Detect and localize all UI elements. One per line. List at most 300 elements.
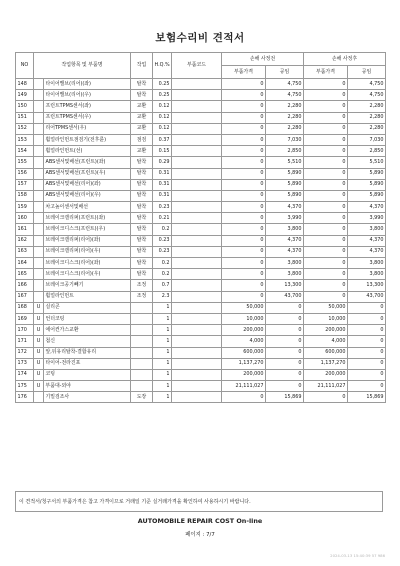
work-type: 탈착 <box>131 157 153 168</box>
row-number: 150 <box>16 101 34 112</box>
before-labor-cost: 5,890 <box>266 179 304 190</box>
before-part-price: 0 <box>222 269 266 280</box>
row-indicator <box>34 235 44 246</box>
work-hours: 0.23 <box>153 246 172 257</box>
part-code <box>172 79 222 90</box>
item-name: 브레이크공기빼기 <box>44 280 131 291</box>
work-type: 탈착 <box>131 235 153 246</box>
before-labor-cost: 4,750 <box>266 79 304 90</box>
part-code <box>172 146 222 157</box>
after-labor-cost: 13,300 <box>348 280 386 291</box>
row-indicator: U <box>34 358 44 369</box>
row-indicator <box>34 392 44 403</box>
row-number: 158 <box>16 190 34 201</box>
work-type: 도장 <box>131 392 153 403</box>
after-part-price: 0 <box>304 258 348 269</box>
part-code <box>172 313 222 324</box>
before-part-price: 0 <box>222 101 266 112</box>
part-code <box>172 112 222 123</box>
work-hours: 0.29 <box>153 157 172 168</box>
work-hours: 0.37 <box>153 134 172 145</box>
item-name: 프런트TPMS센서(좌) <box>44 101 131 112</box>
work-type: 탈착 <box>131 79 153 90</box>
work-type <box>131 347 153 358</box>
row-indicator <box>34 213 44 224</box>
after-labor-cost: 4,750 <box>348 79 386 90</box>
work-hours: 1 <box>153 347 172 358</box>
after-labor-cost: 3,800 <box>348 224 386 235</box>
before-labor-cost: 0 <box>266 369 304 380</box>
item-name: 타이어밸브(리어)(좌) <box>44 79 131 90</box>
table-row <box>16 179 386 190</box>
after-part-price: 0 <box>304 224 348 235</box>
item-name: 부품대-외야 <box>44 381 131 392</box>
part-code <box>172 213 222 224</box>
before-labor-cost: 5,510 <box>266 157 304 168</box>
item-name: 코팅 <box>44 369 131 380</box>
after-part-price: 10,000 <box>304 313 348 324</box>
after-labor-cost: 4,370 <box>348 246 386 257</box>
work-type: 탈착 <box>131 224 153 235</box>
work-type <box>131 313 153 324</box>
row-number: 173 <box>16 358 34 369</box>
table-row <box>16 146 386 157</box>
before-part-price: 200,000 <box>222 325 266 336</box>
row-indicator <box>34 157 44 168</box>
part-code <box>172 101 222 112</box>
before-part-price: 0 <box>222 246 266 257</box>
row-number: 153 <box>16 134 34 145</box>
before-labor-cost: 2,850 <box>266 146 304 157</box>
before-labor-cost: 3,800 <box>266 224 304 235</box>
row-number: 175 <box>16 381 34 392</box>
work-type <box>131 381 153 392</box>
header-no: NO <box>16 53 34 79</box>
footer-title: AUTOMOBILE REPAIR COST On-line <box>137 517 263 525</box>
work-hours: 0.31 <box>153 179 172 190</box>
item-name: 휠얼라인먼트 <box>44 291 131 302</box>
item-name: 프런트TPMS센서(우) <box>44 112 131 123</box>
row-indicator <box>34 79 44 90</box>
document-title: 보험수리비 견적서 <box>155 32 245 44</box>
work-type <box>131 302 153 313</box>
after-part-price: 0 <box>304 202 348 213</box>
after-part-price: 200,000 <box>304 325 348 336</box>
after-labor-cost: 15,869 <box>348 392 386 403</box>
header-hours: H.Q.% <box>153 53 172 79</box>
work-type: 조정 <box>131 280 153 291</box>
row-number: 174 <box>16 369 34 380</box>
row-indicator: U <box>34 347 44 358</box>
before-part-price: 200,000 <box>222 369 266 380</box>
before-part-price: 0 <box>222 123 266 134</box>
table-row <box>16 258 386 269</box>
before-labor-cost: 3,990 <box>266 213 304 224</box>
row-indicator <box>34 280 44 291</box>
after-labor-cost: 5,510 <box>348 157 386 168</box>
item-name: 리어TPMS센서(우) <box>44 123 131 134</box>
row-number: 162 <box>16 235 34 246</box>
part-code <box>172 179 222 190</box>
part-code <box>172 90 222 101</box>
work-hours: 0.23 <box>153 235 172 246</box>
row-number: 172 <box>16 347 34 358</box>
before-part-price: 0 <box>222 280 266 291</box>
work-type: 탈착 <box>131 202 153 213</box>
header-before-adjustment: 손해 사정전 <box>222 53 304 66</box>
row-number: 166 <box>16 280 34 291</box>
header-after-part-price: 부품가격 <box>304 66 348 79</box>
table-row <box>16 347 386 358</box>
after-part-price: 0 <box>304 235 348 246</box>
item-name: 브레이크디스크(프런트)(우) <box>44 224 131 235</box>
after-part-price: 0 <box>304 146 348 157</box>
before-part-price: 0 <box>222 258 266 269</box>
row-indicator <box>34 146 44 157</box>
print-timestamp: 2024-03-13 15:40:39 57 986 <box>330 553 385 558</box>
before-part-price: 50,000 <box>222 302 266 313</box>
work-type: 탈착 <box>131 168 153 179</box>
after-part-price: 0 <box>304 291 348 302</box>
item-name: 에어컨가스교환 <box>44 325 131 336</box>
table-row <box>16 381 386 392</box>
after-labor-cost: 0 <box>348 347 386 358</box>
table-row <box>16 213 386 224</box>
header-part-code: 부품코드 <box>172 53 222 79</box>
before-labor-cost: 0 <box>266 336 304 347</box>
after-labor-cost: 4,750 <box>348 90 386 101</box>
after-labor-cost: 3,800 <box>348 258 386 269</box>
item-name: 실리콘 <box>44 302 131 313</box>
work-type: 점검 <box>131 134 153 145</box>
before-part-price: 0 <box>222 179 266 190</box>
row-indicator <box>34 291 44 302</box>
before-labor-cost: 5,890 <box>266 190 304 201</box>
part-code <box>172 134 222 145</box>
item-name: ABS센서및배선(리어)(우) <box>44 190 131 201</box>
after-part-price: 0 <box>304 269 348 280</box>
item-name: ABS센서및배선(프런트)(좌) <box>44 157 131 168</box>
row-number: 163 <box>16 246 34 257</box>
after-labor-cost: 0 <box>348 336 386 347</box>
table-row <box>16 336 386 347</box>
after-part-price: 50,000 <box>304 302 348 313</box>
table-row <box>16 291 386 302</box>
item-name: ABS센서및배선(리어)(좌) <box>44 179 131 190</box>
table-row <box>16 325 386 336</box>
after-part-price: 0 <box>304 101 348 112</box>
after-part-price: 0 <box>304 179 348 190</box>
row-indicator: U <box>34 302 44 313</box>
row-number: 151 <box>16 112 34 123</box>
table-row <box>16 79 386 90</box>
after-labor-cost: 7,030 <box>348 134 386 145</box>
row-indicator <box>34 202 44 213</box>
estimate-table-body <box>16 79 386 403</box>
work-type <box>131 358 153 369</box>
header-before-part-price: 부품가격 <box>222 66 266 79</box>
before-labor-cost: 5,890 <box>266 168 304 179</box>
part-code <box>172 280 222 291</box>
after-labor-cost: 4,370 <box>348 235 386 246</box>
work-hours: 0.2 <box>153 224 172 235</box>
row-indicator <box>34 246 44 257</box>
after-part-price: 0 <box>304 280 348 291</box>
before-part-price: 0 <box>222 213 266 224</box>
price-disclaimer-note: 이 견적서/청구서의 부품가격은 참고 가격이므로 거래일 기준 실거래가격을 확인하여 사용하시기 바랍니다. <box>15 491 383 512</box>
after-part-price: 0 <box>304 79 348 90</box>
row-number: 160 <box>16 213 34 224</box>
row-number: 148 <box>16 79 34 90</box>
before-labor-cost: 0 <box>266 381 304 392</box>
item-name: ABS센서및배선(프런트)(우) <box>44 168 131 179</box>
estimate-table <box>15 52 386 403</box>
work-type: 교환 <box>131 101 153 112</box>
before-part-price: 0 <box>222 168 266 179</box>
row-indicator: U <box>34 369 44 380</box>
work-hours: 1 <box>153 325 172 336</box>
part-code <box>172 291 222 302</box>
row-indicator <box>34 190 44 201</box>
work-type: 교환 <box>131 146 153 157</box>
after-part-price: 0 <box>304 157 348 168</box>
work-hours: 0.2 <box>153 258 172 269</box>
before-labor-cost: 2,280 <box>266 112 304 123</box>
item-name: 휠얼라인먼트(선) <box>44 146 131 157</box>
row-number: 155 <box>16 157 34 168</box>
table-row <box>16 123 386 134</box>
after-part-price: 0 <box>304 134 348 145</box>
before-part-price: 0 <box>222 224 266 235</box>
work-hours: 0.31 <box>153 168 172 179</box>
header-before-labor: 공임 <box>266 66 304 79</box>
part-code <box>172 157 222 168</box>
work-type <box>131 325 153 336</box>
after-labor-cost: 0 <box>348 358 386 369</box>
item-name: 브레이크디스크(리어)(우) <box>44 269 131 280</box>
before-labor-cost: 0 <box>266 302 304 313</box>
table-row <box>16 235 386 246</box>
work-hours: 0.25 <box>153 90 172 101</box>
item-name: 브레이크캘리퍼(리어)(우) <box>44 246 131 257</box>
after-labor-cost: 0 <box>348 313 386 324</box>
work-type: 탈착 <box>131 90 153 101</box>
item-name: 브레이크캘리퍼(프런트)(좌) <box>44 213 131 224</box>
part-code <box>172 336 222 347</box>
work-type: 탈착 <box>131 269 153 280</box>
row-indicator: U <box>34 381 44 392</box>
item-name: 브레이크디스크(리어)(좌) <box>44 258 131 269</box>
before-labor-cost: 7,030 <box>266 134 304 145</box>
work-type: 교환 <box>131 112 153 123</box>
before-labor-cost: 15,869 <box>266 392 304 403</box>
before-labor-cost: 0 <box>266 347 304 358</box>
item-name: 차고높이센서및배선 <box>44 202 131 213</box>
part-code <box>172 258 222 269</box>
item-name: 언더코팅 <box>44 313 131 324</box>
table-row <box>16 202 386 213</box>
part-code <box>172 269 222 280</box>
row-number: 156 <box>16 168 34 179</box>
table-row <box>16 269 386 280</box>
after-labor-cost: 0 <box>348 369 386 380</box>
after-labor-cost: 0 <box>348 381 386 392</box>
table-row <box>16 392 386 403</box>
table-row <box>16 101 386 112</box>
row-number: 169 <box>16 313 34 324</box>
after-labor-cost: 5,890 <box>348 168 386 179</box>
work-hours: 0.23 <box>153 202 172 213</box>
item-name: 기밀검조사 <box>44 392 131 403</box>
row-indicator <box>34 269 44 280</box>
row-indicator <box>34 123 44 134</box>
work-type: 탈착 <box>131 258 153 269</box>
work-type: 교환 <box>131 123 153 134</box>
item-name: 앞,뒤유리탈착-결합유리 <box>44 347 131 358</box>
row-indicator: U <box>34 313 44 324</box>
row-number: 176 <box>16 392 34 403</box>
before-part-price: 1,137,270 <box>222 358 266 369</box>
before-part-price: 0 <box>222 112 266 123</box>
after-part-price: 0 <box>304 123 348 134</box>
after-labor-cost: 2,280 <box>348 112 386 123</box>
part-code <box>172 381 222 392</box>
row-indicator <box>34 224 44 235</box>
after-labor-cost: 0 <box>348 325 386 336</box>
before-part-price: 0 <box>222 146 266 157</box>
table-row <box>16 358 386 369</box>
row-number: 157 <box>16 179 34 190</box>
table-row <box>16 134 386 145</box>
row-number: 152 <box>16 123 34 134</box>
row-number: 167 <box>16 291 34 302</box>
part-code <box>172 224 222 235</box>
work-hours: 1 <box>153 336 172 347</box>
before-labor-cost: 4,370 <box>266 246 304 257</box>
item-name: 타이어밸브(리어)(우) <box>44 90 131 101</box>
before-part-price: 4,000 <box>222 336 266 347</box>
work-hours: 1 <box>153 392 172 403</box>
after-labor-cost: 2,850 <box>348 146 386 157</box>
header-work: 작업 <box>131 53 153 79</box>
work-type: 탈착 <box>131 190 153 201</box>
table-row <box>16 90 386 101</box>
row-indicator <box>34 134 44 145</box>
work-hours: 0.31 <box>153 190 172 201</box>
before-labor-cost: 13,300 <box>266 280 304 291</box>
after-labor-cost: 2,280 <box>348 101 386 112</box>
row-number: 149 <box>16 90 34 101</box>
part-code <box>172 123 222 134</box>
work-hours: 0.7 <box>153 280 172 291</box>
row-indicator <box>34 90 44 101</box>
after-part-price: 0 <box>304 213 348 224</box>
before-part-price: 21,111,027 <box>222 381 266 392</box>
header-after-labor: 공임 <box>348 66 386 79</box>
after-labor-cost: 5,890 <box>348 179 386 190</box>
before-part-price: 0 <box>222 90 266 101</box>
work-type: 탈착 <box>131 246 153 257</box>
after-part-price: 4,000 <box>304 336 348 347</box>
row-indicator: U <box>34 336 44 347</box>
item-name: 타이어-전라진포 <box>44 358 131 369</box>
after-part-price: 0 <box>304 112 348 123</box>
after-labor-cost: 2,280 <box>348 123 386 134</box>
before-part-price: 0 <box>222 157 266 168</box>
part-code <box>172 190 222 201</box>
work-hours: 1 <box>153 381 172 392</box>
work-hours: 1 <box>153 358 172 369</box>
before-labor-cost: 2,280 <box>266 123 304 134</box>
row-number: 159 <box>16 202 34 213</box>
before-part-price: 0 <box>222 79 266 90</box>
after-labor-cost: 3,990 <box>348 213 386 224</box>
table-row <box>16 302 386 313</box>
after-part-price: 1,137,270 <box>304 358 348 369</box>
before-part-price: 0 <box>222 235 266 246</box>
before-part-price: 0 <box>222 392 266 403</box>
work-type: 탈착 <box>131 179 153 190</box>
after-labor-cost: 43,700 <box>348 291 386 302</box>
after-labor-cost: 0 <box>348 302 386 313</box>
work-type <box>131 336 153 347</box>
part-code <box>172 369 222 380</box>
before-labor-cost: 4,370 <box>266 202 304 213</box>
work-hours: 0.2 <box>153 269 172 280</box>
before-part-price: 0 <box>222 291 266 302</box>
before-part-price: 0 <box>222 202 266 213</box>
before-part-price: 0 <box>222 134 266 145</box>
work-hours: 0.12 <box>153 112 172 123</box>
after-labor-cost: 3,800 <box>348 269 386 280</box>
work-type <box>131 369 153 380</box>
header-item: 작업항목 및 부품명 <box>34 53 131 79</box>
work-hours: 0.15 <box>153 146 172 157</box>
work-hours: 2.3 <box>153 291 172 302</box>
part-code <box>172 325 222 336</box>
table-row <box>16 112 386 123</box>
after-part-price: 0 <box>304 90 348 101</box>
item-name: 휠얼라인먼트점검기(전후륜) <box>44 134 131 145</box>
work-hours: 0.12 <box>153 101 172 112</box>
work-type: 조정 <box>131 291 153 302</box>
before-part-price: 0 <box>222 190 266 201</box>
item-name: 첨신 <box>44 336 131 347</box>
row-indicator <box>34 258 44 269</box>
part-code <box>172 168 222 179</box>
before-labor-cost: 0 <box>266 313 304 324</box>
before-part-price: 600,000 <box>222 347 266 358</box>
row-number: 165 <box>16 269 34 280</box>
after-part-price: 0 <box>304 168 348 179</box>
before-labor-cost: 4,750 <box>266 90 304 101</box>
row-number: 168 <box>16 302 34 313</box>
row-number: 170 <box>16 325 34 336</box>
row-indicator <box>34 168 44 179</box>
header-after-adjustment: 손해 사정후 <box>304 53 386 66</box>
after-part-price: 600,000 <box>304 347 348 358</box>
after-part-price: 200,000 <box>304 369 348 380</box>
table-row <box>16 168 386 179</box>
work-hours: 0.21 <box>153 213 172 224</box>
before-labor-cost: 0 <box>266 358 304 369</box>
row-indicator <box>34 101 44 112</box>
after-labor-cost: 5,890 <box>348 190 386 201</box>
work-type: 탈착 <box>131 213 153 224</box>
after-part-price: 0 <box>304 246 348 257</box>
table-row <box>16 280 386 291</box>
row-number: 161 <box>16 224 34 235</box>
